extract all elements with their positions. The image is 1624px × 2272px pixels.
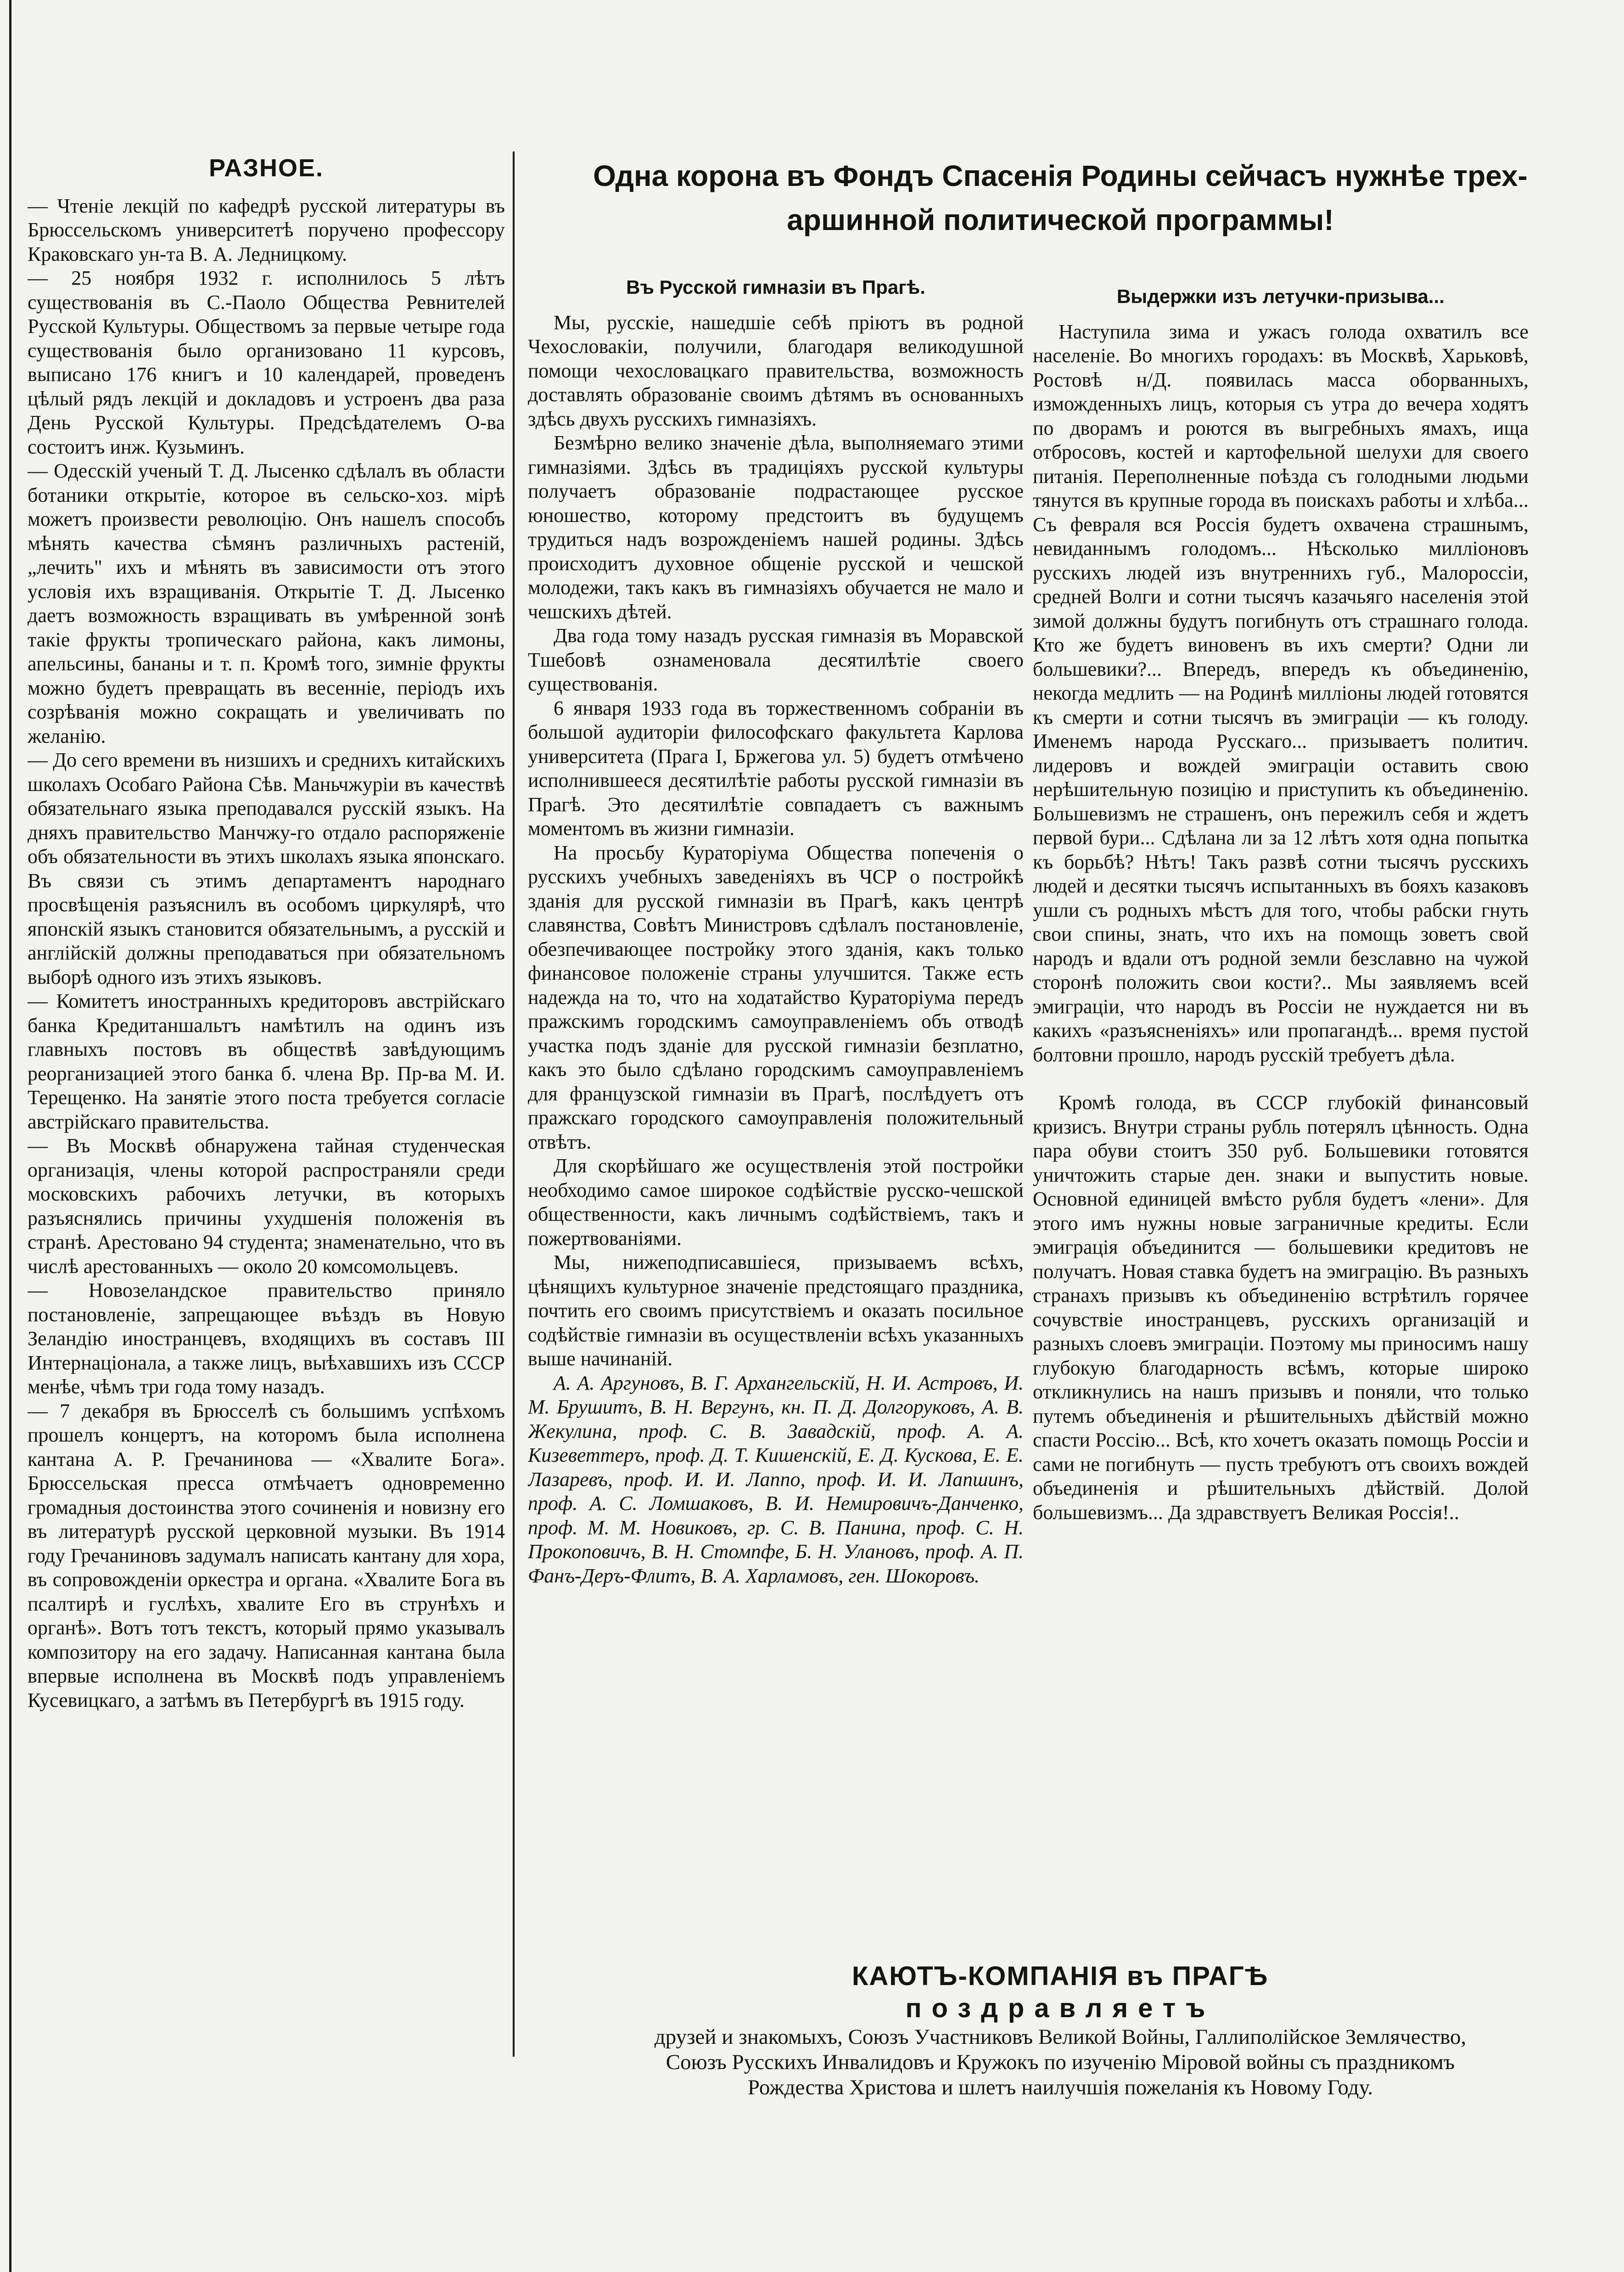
news-item-1: — Чтеніе лекцій по кафедрѣ русской литературы въ Брюссельскомъ университетѣ поручено профессору Краковскаго ун-та В. А. Ледницкому. (28, 194, 505, 265)
news-item-5: — Комитетъ иностранныхъ кредиторовъ австрійскаго банка Кредитаншальтъ намѣтилъ на одинъ изъ главныхъ постовъ въ обществѣ завѣдующимъ реорганизацией этого банка б. члена Вр. Пр-ва М. И. Терещенко. На занятіе этого поста требуется согласіе австрійскаго правительства. (28, 990, 505, 1133)
news-item-6: — Въ Москвѣ обнаружена тайная студенческая организація, члены которой распространяли среди московскихъ рабочихъ летучки, въ которыхъ разъяснялись причины ухудшенія положенія въ странѣ. Арестовано 94 студента; знаменательно, что въ числѣ арестованныхъ — около 20 комсомольцевъ. (28, 1134, 505, 1278)
signatories-list: А. А. Аргуновъ, В. Г. Архангельскій, Н. И. Астровъ, И. М. Брушитъ, В. Н. Вергунъ, кн. П. Д. Долгоруковъ, А. В. Жекулина, проф. С. В. Завадскій, проф. А. А. Кизеветтеръ, проф. Д. Т. Кишенскій, Е. Д. Кускова, Е. Е. Лазаревъ, проф. И. И. Лаппо, проф. И. И. Лапшинъ, проф. А. С. Ломшаковъ, В. И. Немировичъ-Данченко, проф. М. М. Новиковъ, гр. С. В. Панина, проф. С. Н. Прокоповичъ, В. Н. Стомпфе, Б. Н. Улановъ, проф. А. П. Фанъ-Деръ-Флитъ, В. А. Харламовъ, ген. Шокоровъ. (528, 1371, 1024, 1587)
article-paragraph: Для скорѣйшаго же осуществленія этой постройки необходимо самое широкое содѣйствіе русско-чешской общественности, какъ личнымъ содѣйствіемъ, такъ и пожертвованіями. (528, 1155, 1024, 1250)
leaflet-paragraph: Наступила зима и ужасъ голода охватилъ все населеніе. Во многихъ городахъ: въ Москвѣ, Харьковѣ, Ростовѣ н/Д. появилась масса оборванныхъ, изможденныхъ лицъ, которыя съ утра до вечера ходятъ по дворамъ и роются въ выгребныхъ ямахъ, ища отбросовъ, костей и картофельной шелухи для своего питанія. Переполненные поѣзда съ голодными людьми тянутся въ крупные города въ поискахъ работы и хлѣба... Съ февраля вся Россія будетъ охвачена страшнымъ, невиданнымъ голодомъ... Нѣсколько милліоновъ русскихъ людей изъ внутреннихъ губ., Малороссіи, средней Волги и сотни тысячъ казачьяго населенія этой зимой должны будутъ погибнуть отъ страшнаго голода. Кто же будетъ виновенъ въ ихъ смерти? Одни ли большевики?... Впередъ, впередъ къ объединенію, некогда медлить — на Родинѣ милліоны людей готовятся къ смерти и сотни тысячъ въ эмиграціи — къ голоду. Именемъ народа Русскаго... призываетъ политич. лидеровъ и вождей эмиграціи оставить свою нерѣшительную позицію и приступить къ объединенію. Большевизмъ не страшенъ, онъ пережилъ себя и ждетъ первой бури... Сдѣлана ли за 12 лѣтъ хотя одна попытка къ борьбѣ? Нѣтъ! Такъ развѣ сотни тысячъ русскихъ людей и десятки тысячъ испытанныхъ въ бояхъ казаковъ ушли съ родныхъ мѣстъ для того, чтобы рабски гнуть свои спины, знать, что ихъ на помощь зоветъ свой народъ и вдали отъ родной земли безславно на чужой сторонѣ положить свои кости?.. Мы заявляемъ всей эмиграціи, что народъ въ Россіи не нуждается ни въ какихъ «разъясненіяхъ» или пропагандѣ... время пустой болтовни прошло, народъ русскій требуетъ дѣла. (1033, 320, 1529, 1066)
news-item-4: — До сего времени въ низшихъ и среднихъ китайскихъ школахъ Особаго Района Сѣв. Маньчжуріи въ качествѣ обязательнаго языка преподавался русскій языкъ. На дняхъ правительство Манчжу-го отдало распоряженіе объ обязательности въ этихъ школахъ языка японскаго. Въ связи съ этимъ департаментъ народнаго просвѣщенія разъяснилъ въ особомъ циркулярѣ, что японскій языкъ становится обязательнымъ, а русскій и англійскій должны преподаваться при обязательномъ выборѣ одного изъ этихъ языковъ. (28, 749, 505, 988)
main-headline (523, 154, 1597, 242)
miscellany-heading: РАЗНОЕ. (208, 156, 324, 182)
greeting-title: КАЮТЪ-КОМПАНІЯ въ ПРАГѢ (851, 1961, 1269, 1991)
greeting-line-3: Рождества Христова и шлетъ наилучшія пожеланія къ Новому Году. (747, 2076, 1373, 2099)
headline-line-2: аршинной политической программы! (787, 203, 1334, 236)
gymnasium-article (528, 275, 1024, 2043)
left-margin-rule (9, 0, 11, 2272)
leaflet-paragraph: Кромѣ голода, въ СССР глубокій финансовый кризисъ. Внутри страны рубль потерялъ цѣнность. Одна пара обуви стоитъ 350 руб. Большевики готовятся уничтожить старые ден. знаки и выпустить новые. Основной единицей вмѣсто рубля будетъ «лени». Для этого имъ нужны новые заграничные кредиты. Если эмиграція объединится — большевики кредитовъ не получатъ. Новая ставка будетъ на эмиграцію. Въ разныхъ странахъ призывъ къ объединенію встрѣтилъ горячее сочувствіе иностранцевъ, русскихъ организацій и разныхъ слоевъ эмиграціи. Поэтому мы приносимъ нашу глубокую благодарность всѣмъ, которые широко откликнулись на нашъ призывъ и поняли, что только путемъ объединенія и рѣшительныхъ дѣйствій можно спасти Россію... Всѣ, кто хочетъ оказать помощь Россіи и сами не погибнуть — пусть требуютъ отъ своихъ вождей объединенія и рѣшительныхъ дѣйствій. Долой большевизмъ... Да здравствуетъ Великая Россія!.. (1033, 1091, 1529, 1524)
article-paragraph: Мы, нижеподписавшіеся, призываемъ всѣхъ, цѣнящихъ культурное значеніе предстоящаго праздника, почтить его своимъ присутствіемъ и оказать посильное содѣйствіе гимназіи въ осуществленіи всѣхъ указанныхъ выше начинаній. (528, 1251, 1024, 1370)
news-item-8: — 7 декабря въ Брюсселѣ съ большимъ успѣхомъ прошелъ концертъ, на которомъ была исполнена кантана А. Р. Гречанинова — «Хвалите Бога». Брюссельская пресса отмѣчаетъ одновременно громадныя достоинства этого сочиненія и новизну его въ литературѣ русской церковной музыки. Въ 1914 году Гречаниновъ задумалъ написать кантану для хора, въ сопровожденіи оркестра и органа. «Хвалите Бога въ псалтирѣ и гуслѣхъ, хвалите Его въ струнѣхъ и органѣ». Вотъ тотъ текстъ, который прямо указывалъ композитору на его задачу. Написанная кантана была впервые исполнена въ Москвѣ подъ управленіемъ Кусевицкаго, а затѣмъ въ Петербургѣ въ 1915 году. (28, 1399, 505, 1711)
greeting-subtitle: поздравляетъ (905, 1993, 1215, 2023)
article-paragraph: Мы, русскіе, нашедшіе себѣ пріютъ въ родной Чехословакіи, получили, благодаря великодушной помощи чехословацкаго правительства, возможность доставлять образованіе своимъ дѣтямъ въ основанныхъ здѣсь двухъ русскихъ гимназіяхъ. (528, 311, 1024, 430)
article-paragraph: Безмѣрно велико значеніе дѣла, выполняемаго этими гимназіями. Здѣсь въ традиціяхъ русской культуры получаетъ образованіе подрастающее русское юношество, которому предстоитъ въ будущемъ трудиться надъ возрожденіемъ нашей родины. Здѣсь происходитъ духовное общеніе русской и чешской молодежи, такъ какъ въ гимназіяхъ обучается не мало и чешскихъ дѣтей. (528, 432, 1024, 623)
news-item-3: — Одесскій ученый Т. Д. Лысенко сдѣлалъ въ области ботаники открытіе, которое въ сельско-хоз. мірѣ можетъ произвести революцію. Онъ нашелъ способъ мѣнять качества сѣмянъ различныхъ растеній, „лечить" ихъ и мѣнять въ зависимости отъ этого условія ихъ взращиванія. Открытіе Т. Д. Лысенко даетъ возможность взращивать въ умѣренной зонѣ такіе фрукты тропическаго района, какъ лимоны, апельсины, бананы и т. п. Кромѣ того, зимніе фрукты можно будетъ превращать въ весенніе, періодъ ихъ созрѣванія можно сокращать и увеличивать по желанію. (28, 460, 505, 747)
column-divider-rule (513, 151, 515, 2057)
gymnasium-article-heading: Въ Русской гимназіи въ Прагѣ. (626, 276, 925, 298)
greeting-line-2: Союзъ Русскихъ Инвалидовъ и Кружокъ по изученію Міровой войны съ праздникомъ (666, 2050, 1455, 2074)
news-item-2: — 25 ноября 1932 г. исполнилось 5 лѣтъ существованія въ С.-Паоло Общества Ревнителей Русской Культуры. Обществомъ за первые четыре года существованія было организовано 11 курсовъ, выписано 176 книгъ и 10 календарей, проведенъ цѣлый рядъ лекцій и докладовъ и устроенъ два раза День Русской Культуры. Предсѣдателемъ О-ва состоитъ инж. Кузьминъ. (28, 267, 505, 458)
article-paragraph: На просьбу Кураторіума Общества попеченія о русскихъ учебныхъ заведеніяхъ въ ЧСР о постройкѣ зданія для русской гимназіи въ Прагѣ, какъ центрѣ славянства, Совѣтъ Министровъ сдѣлалъ постановленіе, обезпечивающее постройку этого зданія, какъ только финансовое положеніе страны улучшится. Также есть надежда на то, что на ходатайство Кураторіума передъ пражскимъ городскимъ самоуправленіемъ объ отводѣ участка подъ зданіе для русской гимназіи безплатно, какъ это было сдѣлано городскимъ самоуправленіемъ для французской гимназіи въ Прагѣ, послѣдуетъ отъ пражскаго городского самоуправленія положительный отвѣтъ. (528, 841, 1024, 1153)
news-item-7: — Новозеландское правительство приняло постановленіе, запрещающее въѣздъ въ Новую Зеландію иностранцевъ, входящихъ въ составъ III Интернаціонала, а также лицъ, выѣхавшихъ изъ СССР менѣе, чѣмъ три года тому назадъ. (28, 1279, 505, 1398)
leaflet-excerpts-heading: Выдержки изъ летучки-призыва... (1117, 286, 1445, 307)
leaflet-excerpts-column (1033, 285, 1529, 1800)
greeting-line-1: друзей и знакомыхъ, Союзъ Участниковъ Великой Войны, Галлиполійское Землячество, (654, 2025, 1467, 2049)
miscellany-column (28, 156, 505, 2061)
article-paragraph: 6 января 1933 года въ торжественномъ собраніи въ большой аудиторіи философскаго факультета Карлова университета (Прага I, Бржегова ул. 5) будетъ отмѣчено исполнившееся десятилѣтіе работы русской гимназіи въ Прагѣ. Это десятилѣтіе совпадаетъ съ важнымъ моментомъ въ жизни гимназіи. (528, 696, 1024, 840)
headline-line-1: Одна корона въ Фондъ Спасенія Родины сейчасъ нужнѣе трех- (593, 159, 1528, 192)
greeting-notice (523, 1960, 1597, 2100)
article-paragraph: Два года тому назадъ русская гимназія въ Моравской Тшебовѣ ознаменовала десятилѣтіе своего существованія. (528, 624, 1024, 695)
